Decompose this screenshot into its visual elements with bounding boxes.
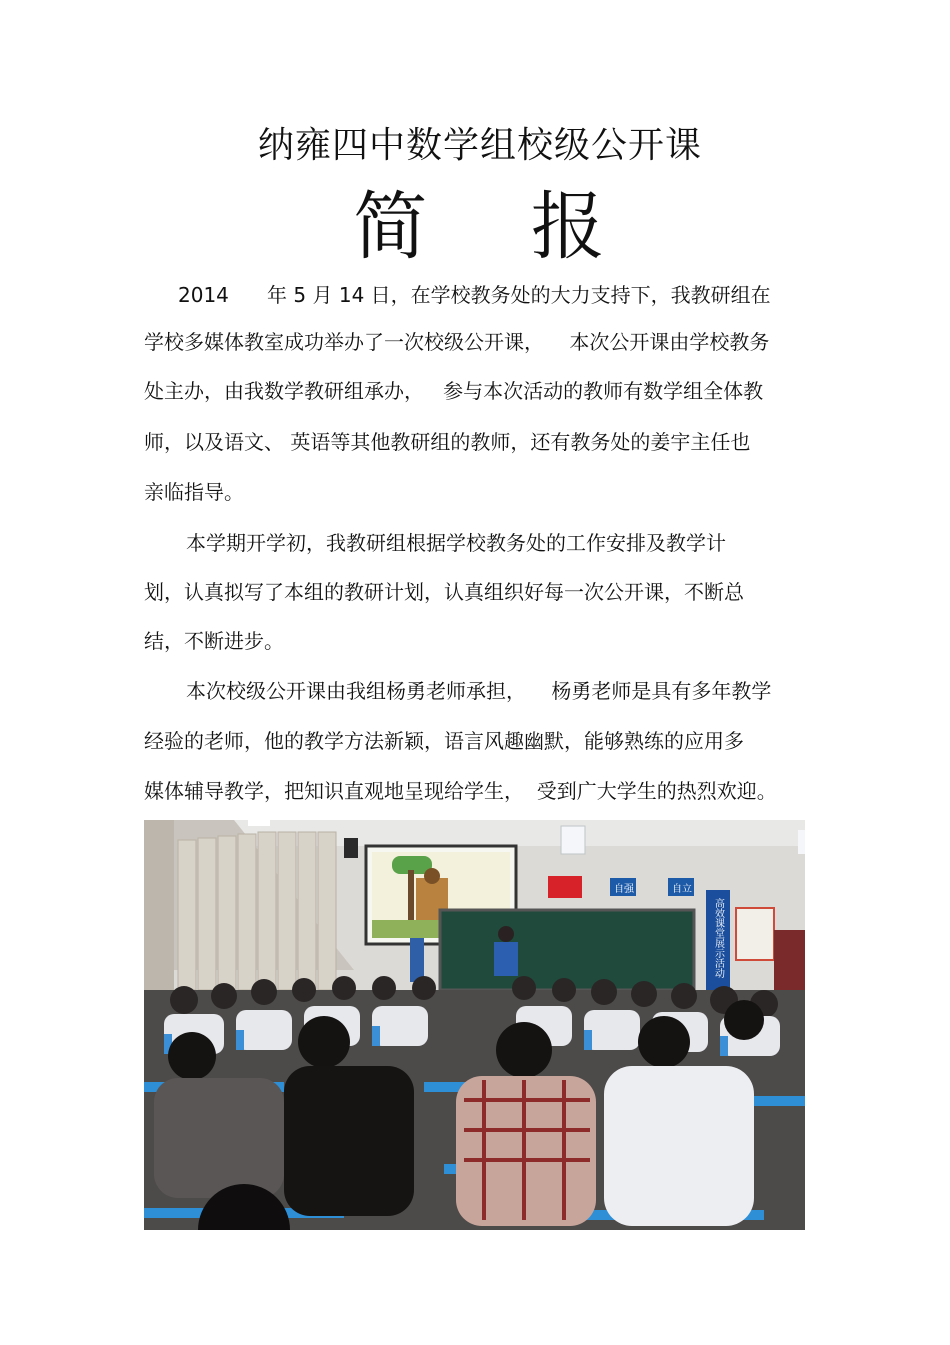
paragraph-1-line-5: 亲临指导。: [144, 480, 244, 504]
paragraph-3-line-3: 媒体辅导教学，把知识直观地呈现给学生， 受到广大学生的热烈欢迎。: [144, 779, 777, 803]
paragraph-1-line-2: 学校多媒体教室成功举办了一次校级公开课， 本次公开课由学校教务: [144, 330, 770, 354]
paragraph-2-line-3: 结，不断进步。: [144, 629, 284, 653]
slogan-right: 自立: [672, 884, 692, 895]
paragraph-1-line-1: 2014 年 5 月 14 日，在学校教务处的大力支持下，我教研组在: [178, 283, 771, 307]
paragraph-1-line-3: 处主办，由我数学教研组承办， 参与本次活动的教师有数学组全体教: [144, 379, 764, 403]
document-subtitle: 简 报: [353, 184, 645, 270]
paragraph-1-line-4: 师，以及语文、 英语等其他教研组的教师，还有教务处的姜宇主任也: [144, 430, 751, 454]
document-title: 纳雍四中数学组校级公开课: [257, 125, 702, 166]
paragraph-3-line-2: 经验的老师，他的教学方法新颖，语言风趣幽默，能够熟练的应用多: [144, 729, 744, 753]
classroom-photo: [144, 820, 805, 1230]
vertical-banner: 高效课堂展示活动: [712, 898, 724, 978]
paragraph-2-line-2: 划，认真拟写了本组的教研计划，认真组织好每一次公开课，不断总: [144, 580, 744, 604]
paragraph-2-line-1: 本学期开学初，我教研组根据学校教务处的工作安排及教学计: [186, 531, 726, 555]
slogan-left: 自强: [614, 884, 634, 895]
paragraph-3-line-1: 本次校级公开课由我组杨勇老师承担， 杨勇老师是具有多年教学: [186, 679, 772, 703]
